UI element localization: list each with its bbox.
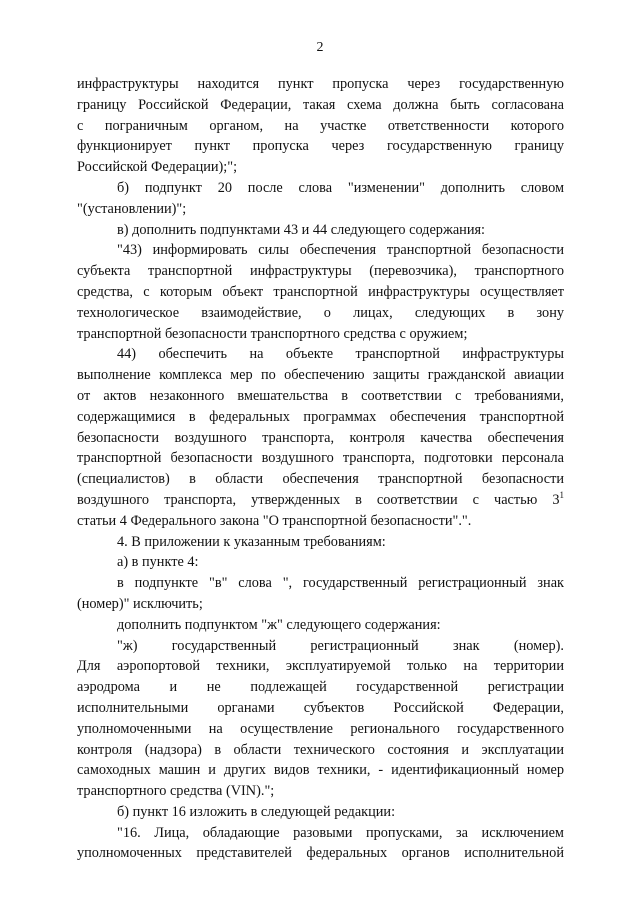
text-line [77, 615, 564, 636]
text-line [77, 594, 564, 615]
text-line [77, 490, 564, 511]
text-line-content: содержащимися в федеральных программах обеспечения транспортной [77, 408, 564, 425]
text-line [77, 823, 564, 844]
text-line-content: б) подпункт 20 после слова "изменении" дополнить словом [117, 179, 564, 196]
text-line-content: аэродрома и не подлежащей государственной регистрации [77, 679, 564, 696]
text-line-content: "ж) государственный регистрационный знак (номер). [117, 637, 564, 654]
text-line-content: субъекта транспортной инфраструктуры (перевозчика), транспортного [77, 263, 564, 280]
text-line [77, 511, 564, 532]
text-line-content: в) дополнить подпунктами 43 и 44 следующего содержания: [117, 221, 486, 238]
text-line [77, 324, 564, 345]
text-line-content: исполнительными органами субъектов Российской Федерации, [77, 699, 564, 716]
text-line-content: "16. Лица, обладающие разовыми пропусками, за исключением [117, 824, 564, 841]
text-line-content: (номер)" исключить; [77, 595, 203, 612]
text-line-content: с пограничным органом, на участке ответственности которого [77, 117, 564, 134]
text-line-content: б) пункт 16 изложить в следующей редакции: [117, 803, 396, 820]
text-line [77, 532, 564, 553]
text-line-content: транспортной безопасности воздушного транспорта, подготовки персонала [77, 450, 564, 467]
text-line [77, 636, 564, 657]
text-line-content: воздушного транспорта, утвержденных в соответствии с частью 3 [77, 491, 560, 508]
text-line [77, 95, 564, 116]
text-line-content: 4. В приложении к указанным требованиям: [117, 533, 386, 550]
document-body [77, 74, 564, 864]
text-line [77, 240, 564, 261]
text-line [77, 698, 564, 719]
text-line [77, 220, 564, 241]
text-line [77, 386, 564, 407]
text-line-content: от актов незаконного вмешательства в соответствии с требованиями, [77, 387, 564, 404]
text-line-content: средства, с которым объект транспортной инфраструктуры осуществляет [77, 283, 564, 300]
text-line-content: границу Российской Федерации, такая схема должна быть согласована [77, 96, 564, 113]
text-line-content: Для аэропортовой техники, эксплуатируемой только на территории [77, 658, 564, 675]
text-line-content: технологическое взаимодействие, о лицах, следующих в зону [77, 304, 564, 321]
text-line-content: "43) информировать силы обеспечения транспортной безопасности [117, 242, 564, 259]
text-line [77, 282, 564, 303]
text-line [77, 760, 564, 781]
text-line [77, 407, 564, 428]
text-line [77, 261, 564, 282]
text-line-content: инфраструктуры находится пункт пропуска через государственную [77, 76, 564, 92]
text-line-content: 44) обеспечить на объекте транспортной инфраструктуры [117, 346, 564, 363]
text-line-content: Российской Федерации);"; [77, 159, 238, 176]
text-line [77, 344, 564, 365]
text-line [77, 843, 564, 864]
text-line [77, 178, 564, 199]
text-line [77, 74, 564, 95]
text-line [77, 677, 564, 698]
text-line-content: самоходных машин и других видов техники, - идентификационный номер [77, 762, 564, 779]
text-line-content: функционирует пункт пропуска через государственную границу [77, 138, 564, 155]
text-line [77, 303, 564, 324]
text-line [77, 365, 564, 386]
text-line-content: выполнение комплекса мер по обеспечению защиты гражданской авиации [77, 367, 564, 384]
text-line [77, 136, 564, 157]
text-line [77, 428, 564, 449]
text-line [77, 157, 564, 178]
text-line-content: транспортного средства (VIN)."; [77, 783, 275, 800]
text-line-content: (специалистов) в области обеспечения транспортной безопасности [77, 471, 564, 488]
text-line [77, 116, 564, 137]
text-line-content: а) в пункте 4: [117, 554, 199, 571]
text-line-content: безопасности воздушного транспорта, контроля качества обеспечения [77, 429, 564, 446]
text-line [77, 573, 564, 594]
text-line-content: уполномоченными на осуществление регионального государственного [77, 720, 564, 737]
text-line [77, 656, 564, 677]
text-line [77, 448, 564, 469]
text-line [77, 199, 564, 220]
page-number: 2 [316, 40, 324, 55]
text-line-content: "(установлении)"; [77, 200, 187, 217]
text-line-content: дополнить подпунктом "ж" следующего содержания: [117, 616, 441, 633]
superscript: 1 [559, 490, 564, 501]
text-line [77, 469, 564, 490]
text-line-content: статьи 4 Федерального закона "О транспортной безопасности".". [77, 512, 472, 529]
text-line [77, 740, 564, 761]
text-line-content: контроля (надзора) в области технического состояния и эксплуатации [77, 741, 564, 758]
text-line [77, 802, 564, 823]
text-line-content: уполномоченных представителей федеральных органов исполнительной [77, 845, 564, 862]
text-line [77, 719, 564, 740]
text-line [77, 781, 564, 802]
text-line-content: в подпункте "в" слова ", государственный регистрационный знак [117, 575, 564, 592]
text-line-content: транспортной безопасности транспортного средства с оружием; [77, 325, 468, 342]
text-line [77, 552, 564, 573]
